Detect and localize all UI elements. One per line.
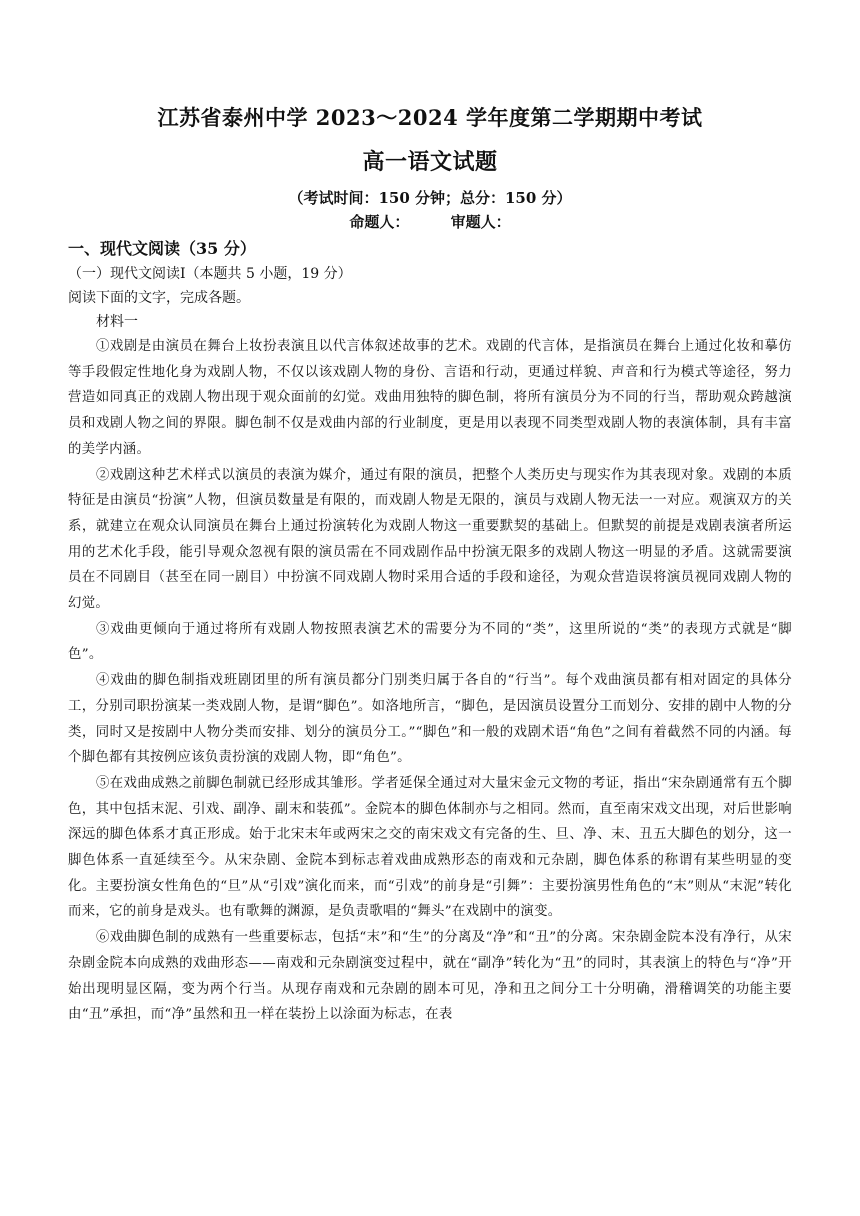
setter-label: 命题人： bbox=[349, 213, 410, 231]
paragraph-1: ①戏剧是由演员在舞台上妆扮表演且以代言体叙述故事的艺术。戏剧的代言体，是指演员在舞台上通过化妆和摹仿等手段假定性地化身为戏剧人物，不仅以该戏剧人物的身份、言语和行动，更通过样貌、声音和行为模式等途径，努力营造如同真正的戏剧人物出现于观众面前的幻觉。戏曲用独特的脚色制，将所有演员分为不同的行当，帮助观众跨越演员和戏剧人物之间的界限。脚色制不仅是戏曲内部的行业制度，更是用以表现不同类型戏剧人物的表演体制，具有丰富的美学内涵。 bbox=[68, 339, 792, 457]
authors-row bbox=[68, 210, 792, 234]
exam-info: （考试时间：150 分钟；总分：150 分） bbox=[288, 189, 572, 207]
paragraph-6: ⑥戏曲脚色制的成熟有一些重要标志，包括“末”和“生”的分离及“净”和“丑”的分离。宋杂剧金院本没有净行，从宋杂剧金院本向成熟的戏曲形态——南戏和元杂剧演变过程中，就在“副净”转化为“丑”的同时，其表演上的特色与“净”开始出现明显区隔，变为两个行当。从现存南戏和元杂剧的剧本可见，净和丑之间分工十分明确，滑稽调笑的功能主要由“丑”承担，而“净”虽然和丑一样在装扮上以涂面为标志，在表 bbox=[68, 930, 792, 1023]
reading-instruction: 阅读下面的文字，完成各题。 bbox=[68, 290, 250, 306]
paragraph-4: ④戏曲的脚色制指戏班剧团里的所有演员都分门别类归属于各自的“行当”。每个戏曲演员都有相对固定的具体分工，分别司职扮演某一类戏剧人物，是谓“脚色”。如洛地所言，“脚色，是因演员设置分工而划分、安排的剧中人物的分类，同时又是按剧中人物分类而安排、划分的演员分工。”“脚色”和一般的戏剧术语“角色”之间有着截然不同的内涵。每个脚色都有其按例应该负责扮演的戏剧人物，即“角色”。 bbox=[68, 673, 792, 766]
section-heading: 一、现代文阅读（35 分） bbox=[68, 239, 256, 258]
exam-subtitle: 高一语文试题 bbox=[362, 149, 498, 175]
section-subheading: （一）现代文阅读Ⅰ（本题共 5 小题，19 分） bbox=[68, 266, 352, 282]
reviewer-label: 审题人： bbox=[450, 213, 511, 231]
paragraph-2: ②戏剧这种艺术样式以演员的表演为媒介，通过有限的演员，把整个人类历史与现实作为其表现对象。戏剧的本质特征是由演员“扮演”人物，但演员数量是有限的，而戏剧人物是无限的，演员与戏剧人物无法一一对应。观演双方的关系，就建立在观众认同演员在舞台上通过扮演转化为戏剧人物这一重要默契的基础上。但默契的前提是戏剧表演者所运用的艺术化手段，能引导观众忽视有限的演员需在不同戏剧作品中扮演无限多的戏剧人物这一明显的矛盾。这就需要演员在不同剧目（甚至在同一剧目）中扮演不同戏剧人物时采用合适的手段和途径，为观众营造误将演员视同戏剧人物的幻觉。 bbox=[68, 467, 792, 612]
exam-title: 江苏省泰州中学 2023～2024 学年度第二学期期中考试 bbox=[157, 105, 703, 130]
material-label: 材料一 bbox=[96, 314, 138, 330]
paragraph-3: ③戏曲更倾向于通过将所有戏剧人物按照表演艺术的需要分为不同的“类”，这里所说的“类”的表现方式就是“脚色”。 bbox=[68, 621, 792, 663]
paragraph-5: ⑤在戏曲成熟之前脚色制就已经形成其雏形。学者延保全通过对大量宋金元文物的考证，指出“宋杂剧通常有五个脚色，其中包括末泥、引戏、副净、副末和装孤”。金院本的脚色体制亦与之相同。然而，直至南宋戏文出现，对后世影响深远的脚色体系才真正形成。始于北宋末年或两宋之交的南宋戏文有完备的生、旦、净、末、丑五大脚色的划分，这一脚色体系一直延续至今。从宋杂剧、金院本到标志着戏曲成熟形态的南戏和元杂剧，脚色体系的称谓有某些明显的变化。主要扮演女性角色的“旦”从“引戏”演化而来，而“引戏”的前身是“引舞”：主要扮演男性角色的“末”则从“末泥”转化而来，它的前身是戏头。也有歌舞的渊源，是负责歌唱的“舞头”在戏剧中的演变。 bbox=[68, 775, 792, 920]
